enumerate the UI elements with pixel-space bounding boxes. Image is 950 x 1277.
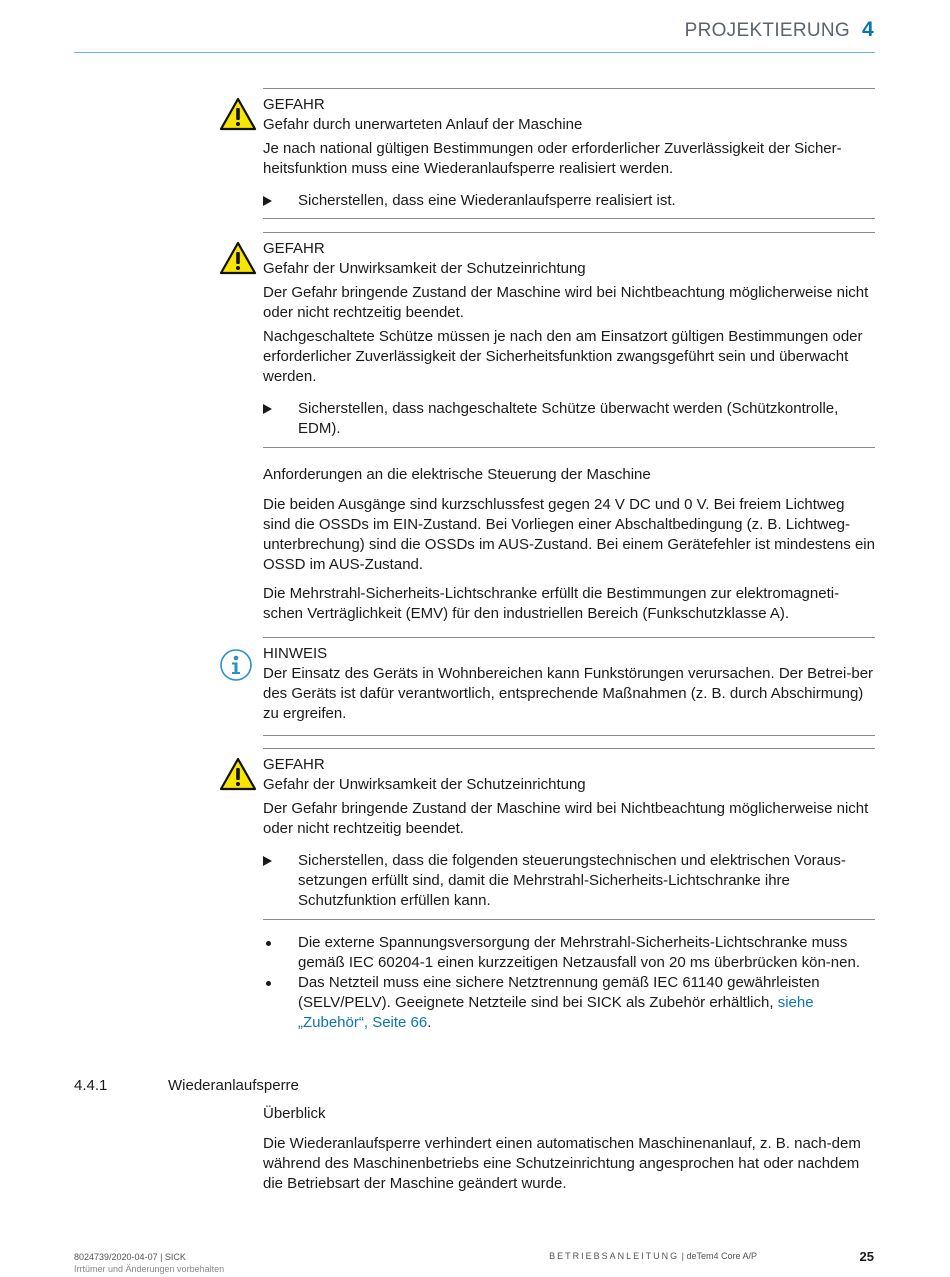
hint-notice xyxy=(263,637,875,736)
warning-triangle-icon xyxy=(219,241,257,275)
action-step xyxy=(263,851,875,911)
notice-text: Der Gefahr bringende Zustand der Maschine wird bei Nichtbeachtung möglicherweise nicht oder nicht rechtzeitig beendet. xyxy=(263,284,869,321)
header-rule xyxy=(74,52,875,53)
danger-notice-restart xyxy=(263,88,875,219)
notice-text: Je nach national gültigen Bestimmungen oder erforderlicher Zuverlässigkeit der Sicher-heitsfunktion muss eine Wiederanlaufsperre realisiert werden. xyxy=(263,140,842,177)
action-step-text: Sicherstellen, dass nachgeschaltete Schütze überwacht werden (Schützkontrolle, EDM). xyxy=(298,400,839,437)
arrow-right-icon xyxy=(263,856,272,866)
footer-doc-id: 8024739/2020-04-07 | SICK xyxy=(74,1252,186,1262)
requirements-paragraph: Die beiden Ausgänge sind kurzschlussfest gegen 24 V DC und 0 V. Bei freiem Lichtweg sind die OSSDs im EIN-Zustand. Bei Vorliegen einer Abschaltbedingung (z. B. Lichtweg-unterbrechung) sind die OSSDs im AUS-Zustand. Bei einem Gerätefehler ist mindestens ein OSSD im AUS-Zustand. xyxy=(263,496,875,573)
notice-type: GEFAHR xyxy=(263,96,325,113)
emc-paragraph: Die Mehrstrahl-Sicherheits-Lichtschranke erfüllt die Bestimmungen zur elektromagneti-schen Verträglichkeit (EMV) für den industriellen Bereich (Funkschutzklasse A). xyxy=(263,585,840,622)
notice-subtitle: Gefahr durch unerwarteten Anlauf der Maschine xyxy=(263,116,583,133)
arrow-right-icon xyxy=(263,196,272,206)
requirements-list xyxy=(263,933,875,1033)
danger-notice-requirements xyxy=(263,748,875,920)
section-number: 4.4.1 xyxy=(74,1077,108,1094)
bullet-icon xyxy=(266,981,271,986)
notice-text: Der Einsatz des Geräts in Wohnbereichen kann Funkstörungen verursachen. Der Betrei-ber des Geräts ist dafür verantwortlich, entsprechende Maßnahmen (z. B. durch Abschirmung) zu ergreifen. xyxy=(263,665,874,722)
list-item xyxy=(263,973,875,1033)
overview-heading: Überblick xyxy=(263,1105,326,1122)
bullet-icon xyxy=(266,941,271,946)
notice-subtitle: Gefahr der Unwirksamkeit der Schutzeinrichtung xyxy=(263,260,586,277)
notice-type: GEFAHR xyxy=(263,240,325,257)
footer-product: deTem4 Core A/P xyxy=(686,1251,757,1261)
footer-document-type xyxy=(549,1251,757,1261)
section-title: Wiederanlaufsperre xyxy=(168,1077,299,1094)
chapter-number: 4 xyxy=(862,18,874,41)
footer-doc-type: BETRIEBSANLEITUNG xyxy=(549,1251,680,1261)
footer-doc-info xyxy=(74,1251,224,1275)
overview-paragraph: Die Wiederanlaufsperre verhindert einen automatischen Maschinenanlauf, z. B. nach-dem während des Maschinenbetriebs eine Schutzeinrichtung angesprochen hat oder nachdem die Betriebsart der Maschine geändert wurde. xyxy=(263,1135,861,1192)
list-item xyxy=(263,933,875,973)
danger-notice-protective-device xyxy=(263,232,875,448)
requirements-heading: Anforderungen an die elektrische Steuerung der Maschine xyxy=(263,466,651,483)
action-step-text: Sicherstellen, dass die folgenden steuerungstechnischen und elektrischen Voraus-setzungen erfüllt sind, damit die Mehrstrahl-Sicherheits-Lichtschranke ihre Schutzfunktion erfüllen kann. xyxy=(298,852,846,909)
action-step xyxy=(263,191,875,211)
notice-text: Nachgeschaltete Schütze müssen je nach den am Einsatzort gültigen Bestimmungen oder erforderlicher Zuverlässigkeit der Sicherheitsfunktion zwangsgeführt sein und überwacht werden. xyxy=(263,328,863,385)
list-item-end: . xyxy=(427,1014,432,1031)
warning-triangle-icon xyxy=(219,757,257,791)
footer-disclaimer: Irrtümer und Änderungen vorbehalten xyxy=(74,1264,225,1274)
list-item-text: Die externe Spannungsversorgung der Mehrstrahl-Sicherheits-Lichtschranke muss gemäß IEC 60204-1 einen kurzzeitigen Netzausfall von 20 ms überbrücken kön-nen. xyxy=(298,934,860,971)
action-step xyxy=(263,399,875,439)
notice-subtitle: Gefahr der Unwirksamkeit der Schutzeinrichtung xyxy=(263,776,586,793)
chapter-title: PROJEKTIERUNG xyxy=(684,20,851,41)
chapter-header xyxy=(685,18,874,42)
warning-triangle-icon xyxy=(219,97,257,131)
list-item-text: Das Netzteil muss eine sichere Netztrennung gemäß IEC 61140 gewährleisten (SELV/PELV). Geeignete Netzteile sind bei SICK als Zubehör erhältlich, xyxy=(298,974,820,1011)
footer-separator: | xyxy=(679,1251,687,1261)
action-step-text: Sicherstellen, dass eine Wiederanlaufsperre realisiert ist. xyxy=(298,192,676,209)
notice-text: Der Gefahr bringende Zustand der Maschine wird bei Nichtbeachtung möglicherweise nicht oder nicht rechtzeitig beendet. xyxy=(263,800,869,837)
info-icon xyxy=(219,648,253,682)
accessories-link[interactable]: siehe „Zubehör“, Seite 66 xyxy=(298,994,814,1031)
arrow-right-icon xyxy=(263,404,272,414)
notice-type: HINWEIS xyxy=(263,645,328,662)
notice-type: GEFAHR xyxy=(263,756,325,773)
page-number: 25 xyxy=(859,1249,874,1264)
